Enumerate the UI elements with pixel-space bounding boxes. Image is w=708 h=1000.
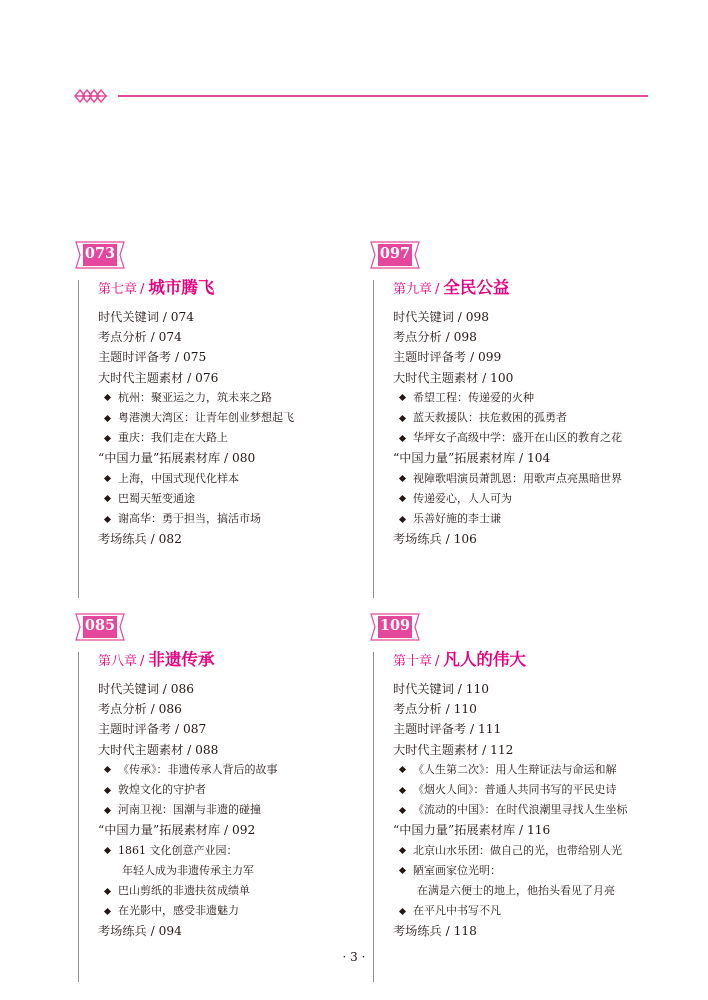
toc-entry[interactable]: [98, 448, 398, 468]
toc-entry[interactable]: [393, 820, 693, 840]
chapter-heading[interactable]: 第七章 / 城市腾飞: [98, 278, 215, 297]
section-rule: [78, 652, 79, 982]
toc-subentry-text: 1861 文化创意产业园：: [118, 843, 238, 857]
toc-subentry-text: 巴蜀天堑变通途: [118, 491, 195, 505]
diamond-bullet-icon: [399, 414, 406, 421]
diamond-bullet-icon: [104, 394, 111, 401]
toc-subentry[interactable]: [98, 388, 398, 408]
diamond-bullet-icon: [104, 435, 111, 442]
toc-subentry[interactable]: [393, 780, 693, 800]
badge-number: 073: [84, 245, 116, 262]
toc-entry-text: “中国力量”拓展素材库 / 104: [393, 451, 551, 466]
toc-subentry-text: 《人生第二次》：用人生辩证法与命运和解: [413, 762, 617, 776]
section-rule: [373, 280, 374, 598]
diamond-bullet-icon: [399, 394, 406, 401]
toc-section: [74, 240, 374, 547]
toc-subentry[interactable]: [98, 760, 398, 780]
toc-entry-text: “中国力量”拓展素材库 / 080: [98, 451, 256, 466]
toc-entry[interactable]: [393, 307, 693, 327]
toc-entry[interactable]: [393, 699, 693, 719]
toc-entry[interactable]: [98, 347, 398, 367]
chapter-label: 第十章: [393, 654, 433, 669]
toc-entry-text: 大时代主题素材 / 100: [393, 370, 514, 385]
chapter-heading[interactable]: 第十章 / 凡人的伟大: [393, 650, 526, 669]
toc-section: [369, 240, 669, 547]
toc-subentry-text: 《流动的中国》：在时代浪潮里寻找人生坐标: [413, 803, 628, 817]
toc-entry-text: 主题时评备考 / 099: [393, 350, 502, 365]
toc-subentry-text: 华坪女子高级中学：盛开在山区的教育之花: [413, 431, 622, 445]
page-badge: [369, 612, 421, 642]
toc-entry[interactable]: [98, 719, 398, 739]
toc-subentry-text: 在光影中，感受非遗魅力: [118, 904, 239, 918]
toc-entry[interactable]: [98, 679, 398, 699]
toc-entry[interactable]: [98, 529, 398, 549]
toc-entry-text: 时代关键词 / 074: [98, 310, 195, 324]
toc-entry-text: “中国力量”拓展素材库 / 116: [393, 823, 551, 838]
toc-subentry-text: 年轻人成为非遗传承主力军: [122, 863, 254, 877]
diamond-bullet-icon: [104, 495, 111, 502]
section-rule: [78, 280, 79, 598]
diamond-bullet-icon: [104, 847, 111, 854]
toc-subentry[interactable]: [98, 489, 398, 509]
toc-entry[interactable]: [393, 448, 693, 468]
badge-number: 097: [379, 245, 411, 262]
toc-entry-text: 考点分析 / 098: [393, 330, 477, 345]
toc-list: [393, 679, 693, 942]
diamond-bullet-icon: [399, 435, 406, 442]
toc-subentry[interactable]: [98, 881, 398, 901]
toc-subentry-text: 《传承》：非遗传承人背后的故事: [118, 762, 278, 776]
chapter-title: 非遗传承: [148, 650, 215, 669]
diamond-bullet-icon: [399, 807, 406, 814]
toc-subentry[interactable]: [98, 901, 398, 921]
toc-entry-text: 考场练兵 / 094: [98, 924, 182, 939]
toc-entry[interactable]: [393, 368, 693, 388]
toc-subentry[interactable]: [393, 428, 693, 448]
toc-entry[interactable]: [393, 327, 693, 347]
diamond-bullet-icon: [104, 786, 111, 793]
diamond-bullet-icon: [104, 887, 111, 894]
chapter-label: 第九章: [393, 282, 433, 297]
page-badge: [369, 240, 421, 270]
toc-entry-text: 考场练兵 / 082: [98, 532, 182, 547]
toc-entry[interactable]: [393, 719, 693, 739]
toc-entry[interactable]: [393, 740, 693, 760]
diamond-bullet-icon: [104, 414, 111, 421]
diamond-bullet-icon: [104, 475, 111, 482]
toc-entry[interactable]: [98, 699, 398, 719]
toc-subentry-text: 《烟火人间》：普通人共同书写的平民史诗: [413, 783, 617, 797]
toc-subentry[interactable]: [98, 469, 398, 489]
toc-subentry-text: 上海，中国式现代化样本: [118, 471, 239, 485]
diamond-bullet-icon: [399, 766, 406, 773]
chapter-label: 第八章: [98, 654, 138, 669]
toc-entry-text: 时代关键词 / 098: [393, 310, 490, 324]
toc-subentry-text: 粤港澳大湾区：让青年创业梦想起飞: [118, 411, 294, 425]
chapter-heading[interactable]: 第八章 / 非遗传承: [98, 650, 215, 669]
toc-section: [74, 612, 374, 939]
chapter-title: 凡人的伟大: [443, 650, 526, 669]
toc-list: [393, 307, 693, 549]
toc-subentry-text: 重庆：我们走在大路上: [118, 431, 228, 445]
toc-subentry-text: 传递爱心，人人可为: [413, 491, 512, 505]
toc-subentry[interactable]: [98, 841, 398, 861]
badge-number: 109: [379, 617, 411, 634]
toc-subentry-text: 蓝天救援队：扶危救困的孤勇者: [413, 411, 567, 425]
toc-entry[interactable]: [98, 921, 398, 941]
diamond-bullet-icon: [104, 515, 111, 522]
toc-subentry[interactable]: [393, 509, 693, 529]
page-badge: [74, 240, 126, 270]
toc-entry[interactable]: [98, 820, 398, 840]
chapter-heading[interactable]: 第九章 / 全民公益: [393, 278, 510, 297]
toc-section: [369, 612, 669, 939]
toc-subentry[interactable]: [393, 489, 693, 509]
toc-entry-text: 大时代主题素材 / 076: [98, 370, 219, 385]
toc-entry-text: “中国力量”拓展素材库 / 092: [98, 823, 256, 838]
diamond-bullet-icon: [399, 515, 406, 522]
diamond-pattern-icon: [74, 86, 108, 106]
toc-entry-text: 时代关键词 / 110: [393, 682, 490, 696]
toc-entry-text: 大时代主题素材 / 088: [98, 742, 219, 757]
diamond-bullet-icon: [399, 495, 406, 502]
toc-subentry-continuation[interactable]: [98, 861, 398, 881]
toc-subentry-text: 在满是六便士的地上，他抬头看见了月亮: [417, 884, 615, 898]
toc-subentry-text: 谢高华：勇于担当，搞活市场: [118, 512, 261, 526]
toc-subentry[interactable]: [98, 428, 398, 448]
toc-entry-text: 主题时评备考 / 087: [98, 722, 207, 737]
toc-subentry-text: 乐善好施的李士谦: [413, 512, 501, 526]
toc-entry[interactable]: [98, 307, 398, 327]
toc-entry[interactable]: [393, 529, 693, 549]
diamond-bullet-icon: [104, 908, 111, 915]
toc-entry-text: 时代关键词 / 086: [98, 682, 195, 696]
diamond-bullet-icon: [104, 766, 111, 773]
toc-subentry-text: 希望工程：传递爱的火种: [413, 390, 534, 404]
chapter-title: 全民公益: [443, 278, 510, 297]
toc-entry[interactable]: [393, 679, 693, 699]
toc-subentry[interactable]: [393, 861, 693, 881]
toc-subentry-continuation[interactable]: [393, 881, 693, 901]
toc-subentry[interactable]: [393, 388, 693, 408]
toc-subentry-text: 杭州：聚亚运之力，筑未来之路: [118, 390, 272, 404]
toc-entry[interactable]: [393, 347, 693, 367]
toc-entry[interactable]: [98, 368, 398, 388]
header-rule: [118, 95, 648, 97]
toc-subentry-text: 在平凡中书写不凡: [413, 904, 501, 918]
toc-entry[interactable]: [98, 327, 398, 347]
toc-subentry[interactable]: [393, 841, 693, 861]
badge-number: 085: [84, 617, 116, 634]
page-number: · 3 ·: [342, 950, 366, 964]
toc-subentry[interactable]: [393, 408, 693, 428]
toc-subentry[interactable]: [393, 901, 693, 921]
toc-subentry[interactable]: [98, 780, 398, 800]
toc-subentry[interactable]: [98, 408, 398, 428]
toc-subentry[interactable]: [393, 469, 693, 489]
toc-entry-text: 主题时评备考 / 111: [393, 722, 502, 737]
chapter-label: 第七章: [98, 282, 138, 297]
toc-subentry-text: 北京山水乐团：做自己的光，也带给别人光: [413, 843, 622, 857]
toc-entry-text: 大时代主题素材 / 112: [393, 742, 514, 757]
toc-subentry-text: 敦煌文化的守护者: [118, 783, 206, 797]
toc-entry-text: 主题时评备考 / 075: [98, 350, 207, 365]
diamond-bullet-icon: [399, 786, 406, 793]
toc-subentry-text: 巴山剪纸的非遗扶贫成绩单: [118, 884, 250, 898]
section-rule: [373, 652, 374, 982]
toc-list: [98, 307, 398, 549]
toc-entry-text: 考点分析 / 086: [98, 702, 182, 717]
toc-entry[interactable]: [98, 740, 398, 760]
toc-entry-text: 考点分析 / 074: [98, 330, 182, 345]
toc-subentry-text: 陋室画家位光明：: [413, 863, 501, 877]
toc-subentry[interactable]: [98, 509, 398, 529]
toc-subentry-text: 视障歌唱演员萧凯恩：用歌声点亮黑暗世界: [413, 471, 622, 485]
toc-subentry[interactable]: [98, 800, 398, 820]
diamond-bullet-icon: [399, 908, 406, 915]
toc-subentry-text: 河南卫视：国潮与非遗的碰撞: [118, 803, 261, 817]
toc-list: [98, 679, 398, 942]
toc-subentry[interactable]: [393, 800, 693, 820]
toc-entry-text: 考点分析 / 110: [393, 702, 477, 717]
toc-entry-text: 考场练兵 / 118: [393, 924, 477, 939]
diamond-bullet-icon: [104, 807, 111, 814]
toc-entry[interactable]: [393, 921, 693, 941]
diamond-bullet-icon: [399, 847, 406, 854]
diamond-bullet-icon: [399, 475, 406, 482]
chapter-title: 城市腾飞: [148, 278, 215, 297]
diamond-bullet-icon: [399, 867, 406, 874]
toc-subentry[interactable]: [393, 760, 693, 780]
page-badge: [74, 612, 126, 642]
toc-entry-text: 考场练兵 / 106: [393, 532, 477, 547]
